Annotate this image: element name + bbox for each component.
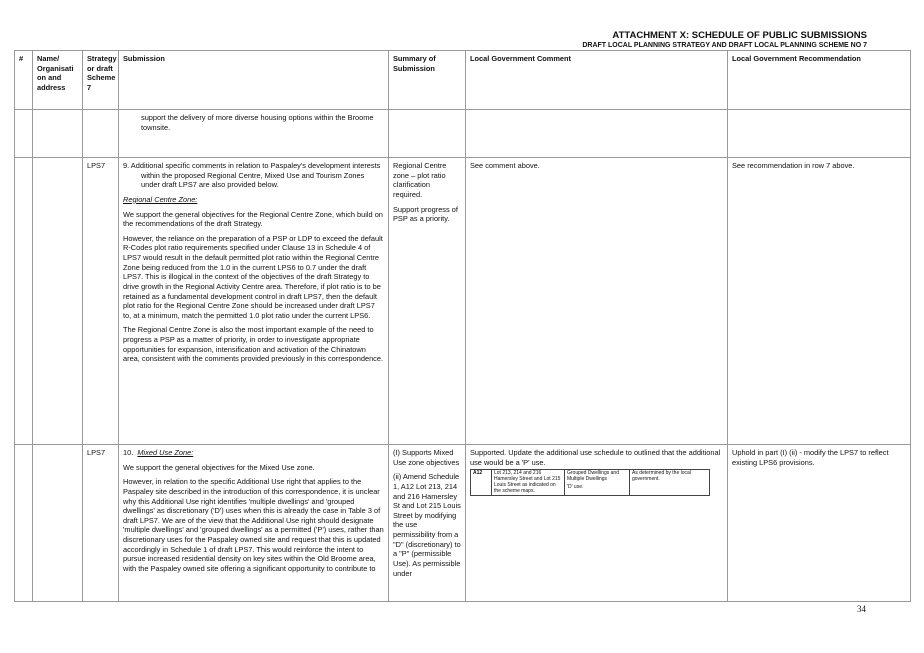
table-header-row [15,51,911,110]
row-number-cell [15,110,33,158]
summary-cell [389,158,466,445]
excerpt-conditions: As determined by the local government. [630,470,710,496]
submission-paragraph: We support the general objectives for the Regional Centre Zone, which build on the recommendations of the draft Strategy. [123,209,383,229]
recommendation-cell: Uphold in part (I) (ii) - modify the LPS7 to reflect existing LPS6 provisions. [728,445,911,602]
submission-paragraph: We support the general objectives for the Mixed Use zone. [123,462,315,472]
submissions-table [14,50,911,602]
submission-paragraph: However, the reliance on the preparation of a PSP or LDP to exceed the default R-Codes plot ratio requirements specified under Clause 13 in Schedule 4 of LPS7 would result in the default permitted plot ratio within the Regional Centre Zone being reduced from the 1.0 in the current LPS6 to 0.7 under the draft LPS7. This is illogical in the context of the objectives of the draft Strategy to drive growth in the Regional Activity Centre area. Therefore, if plot ratio is to be retained as a fundamental development control in draft LPS7, then the default plot ratio for the Regional Centre Zone should be increased under draft LPS7 to, at a minimum, match the permitted 1.0 plot ratio under the current LPS6. [123,233,383,320]
submission-cell [119,158,389,445]
strategy-cell [83,110,119,158]
excerpt-permissibility: 'D' use. [567,483,584,490]
column-header: Strategy or draft Scheme 7 [83,51,119,110]
summary-text: Support progress of PSP as a priority. [393,204,458,224]
submission-item-text: 9. Additional specific comments in relation to Paspaley's development interests within the proposed Regional Centre, Mixed Use and Tourism Zones under draft LPS7 are also provided below. [123,161,381,190]
submission-subheading: Mixed Use Zone: [137,448,194,457]
summary-text: (ii) Amend Schedule 1, A12 Lot 213, 214 and 216 Hamersley St and Lot 215 Louis Street by modifying the use permissibility from a "D" (discretionary) to a "P" (permissible Use). As permissible under [393,472,461,578]
table-row [15,445,911,602]
summary-text: (I) Supports Mixed Use zone objectives [393,448,460,467]
submitter-cell [33,158,83,445]
submission-subheading: Regional Centre Zone: [123,194,198,204]
additional-use-excerpt [470,469,710,496]
row-number-cell [15,445,33,602]
excerpt-code: A12 [471,470,492,496]
strategy-cell: LPS7 [83,445,119,602]
recommendation-cell [728,110,911,158]
item-number: 10. [123,448,134,457]
table-row [15,110,911,158]
comment-cell [466,110,728,158]
submitter-cell [33,445,83,602]
submission-cell [119,445,389,602]
comment-text: Supported. Update the additional use schedule to outlined that the additional use would be a 'P' use. [470,448,721,467]
submission-paragraph: The Regional Centre Zone is also the most important example of the need to progress a PSP as a matter of priority, in order to investigate appropriate opportunities for expansion, intensification and activation of the Chinatown area, consistent with the comments provided previously in this correspondence. [123,325,384,364]
column-header: Local Government Comment [466,51,728,110]
excerpt-use [565,470,630,496]
row-number-cell [15,158,33,445]
column-header: Summary of Submission [389,51,466,110]
document-subtitle: DRAFT LOCAL PLANNING STRATEGY AND DRAFT LOCAL PLANNING SCHEME NO 7 [582,42,867,49]
table-row [15,158,911,445]
column-header: Local Government Recommendation [728,51,911,110]
submitter-cell [33,110,83,158]
comment-cell: See comment above. [466,158,728,445]
page-number: 34 [857,604,866,614]
document-title: ATTACHMENT X: SCHEDULE OF PUBLIC SUBMISSIONS [612,30,867,41]
summary-cell [389,110,466,158]
summary-text: Regional Centre zone – plot ratio clarification required. [393,161,447,199]
recommendation-cell: See recommendation in row 7 above. [728,158,911,445]
excerpt-use-text: Grouped Dwellings and Multiple Dwellings [567,470,619,482]
strategy-cell: LPS7 [83,158,119,445]
column-header: Name/ Organisati on and address [33,51,83,110]
submission-cell [119,110,389,158]
comment-cell [466,445,728,602]
submission-text: support the delivery of more diverse housing options within the Broome townsite. [141,113,374,132]
column-header: # [15,51,33,110]
excerpt-land: Lot 213, 214 and 216 Hamersley Street and Lot 215 Louis Street as indicated on the scheme maps. [492,470,565,496]
summary-cell [389,445,466,602]
submission-item-heading [123,448,384,458]
submission-paragraph: However, in relation to the specific Additional Use right that applies to the Paspaley site described in the introduction of this correspondence, it is unclear why this Additional Use right identifies 'multiple dwellings' and 'grouped dwellings' as discretionary ('D') uses when this is already the case in Table 3 of draft LPS7. We are of the view that the Additional Use right should designate 'multiple dwellings' and 'grouped dwellings' as a permitted ('P') uses, rather than discretionary uses for the Paspaley owned site and request that this is updated accordingly in Schedule 1 of draft LPS7. This would reinforce the intent to pursue increased residential density on key sites within the Old Broome area, with the Paspaley owned site offering a significant opportunity to contribute to [123,477,384,573]
column-header: Submission [119,51,389,110]
